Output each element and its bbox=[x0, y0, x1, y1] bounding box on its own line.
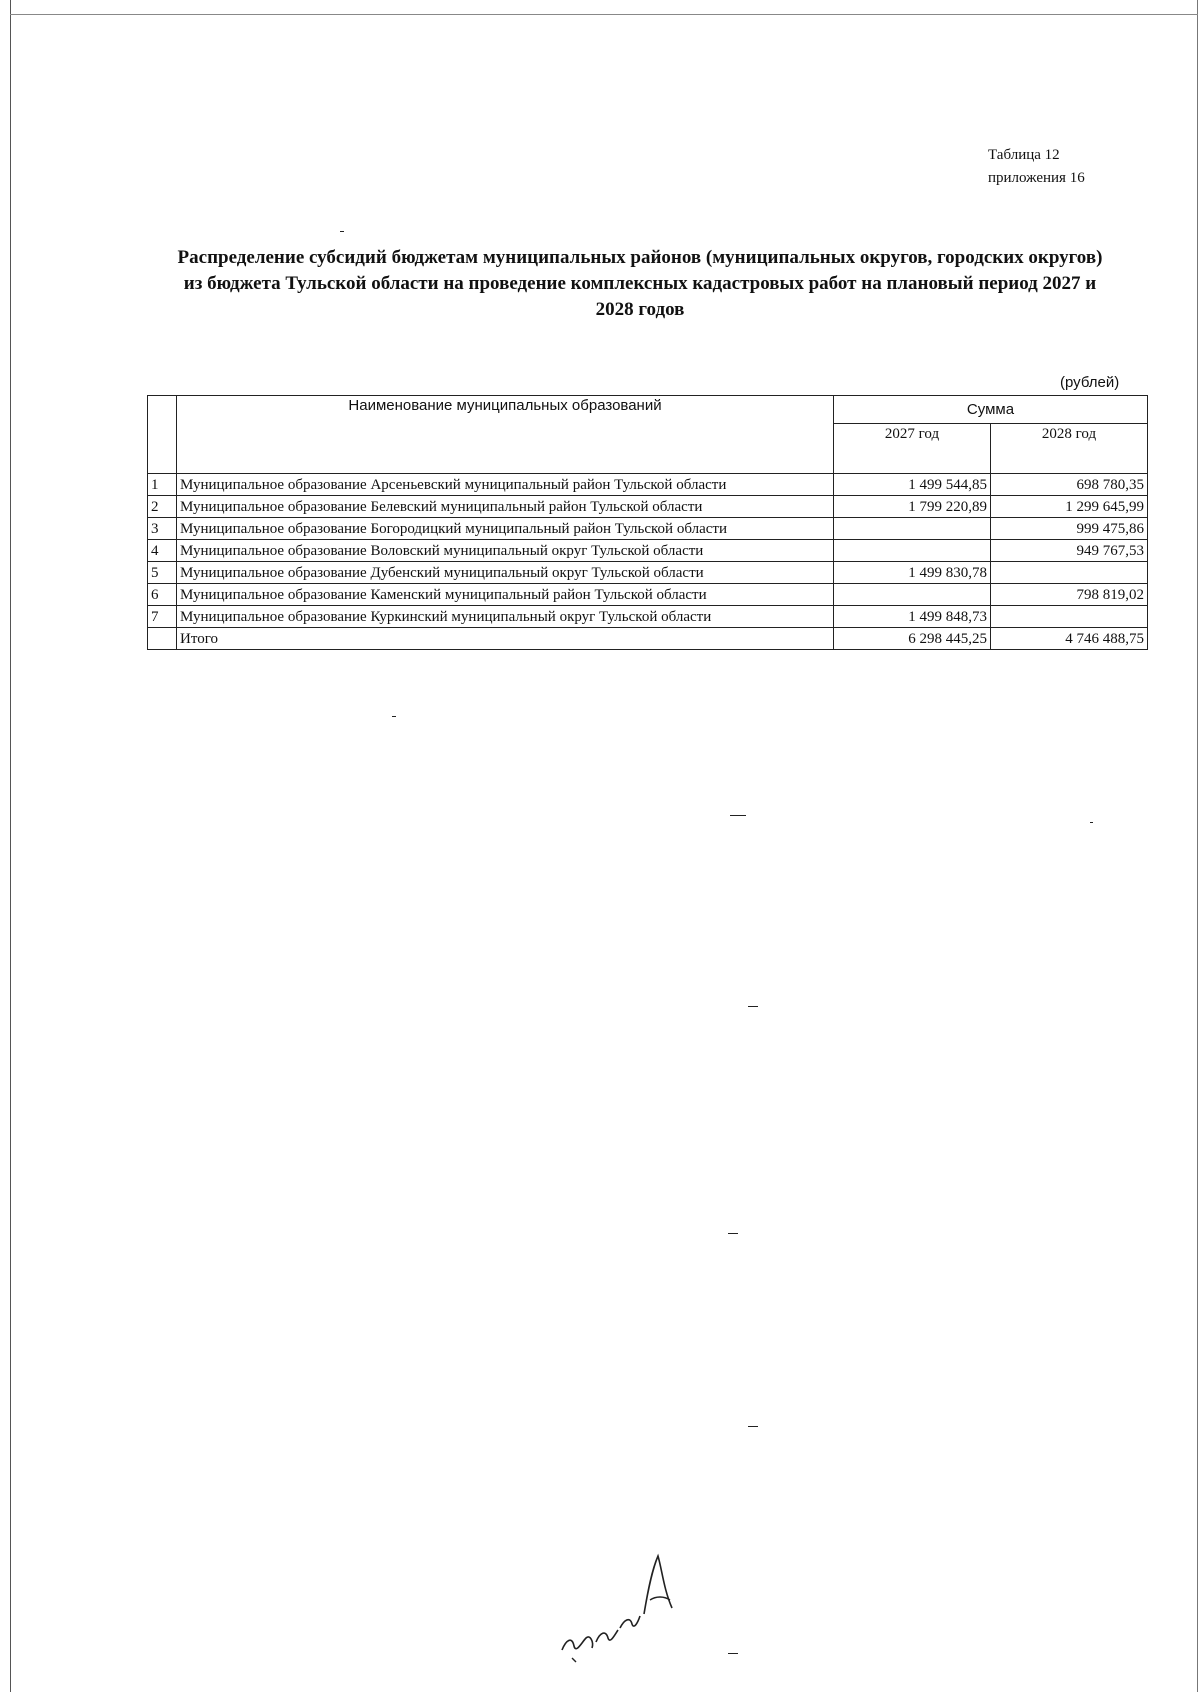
page-border-top bbox=[10, 14, 1198, 15]
row-amount-2027 bbox=[834, 540, 991, 562]
header-year-2027: 2027 год bbox=[834, 424, 991, 474]
unit-note: (рублей) bbox=[1060, 374, 1120, 391]
row-amount-2027 bbox=[834, 518, 991, 540]
subsidy-table bbox=[147, 395, 1148, 650]
scan-mark bbox=[728, 1233, 738, 1234]
row-amount-2028: 1 299 645,99 bbox=[991, 496, 1148, 518]
row-amount-2027: 1 799 220,89 bbox=[834, 496, 991, 518]
header-year-2028: 2028 год bbox=[991, 424, 1148, 474]
row-municipality: Муниципальное образование Белевский муниципальный район Тульской области bbox=[177, 496, 834, 518]
row-amount-2027 bbox=[834, 584, 991, 606]
row-number: 6 bbox=[148, 584, 177, 606]
row-municipality: Муниципальное образование Богородицкий муниципальный район Тульской области bbox=[177, 518, 834, 540]
row-amount-2028: 999 475,86 bbox=[991, 518, 1148, 540]
table-row bbox=[148, 474, 1148, 496]
scan-mark bbox=[748, 1426, 758, 1427]
table-row bbox=[148, 606, 1148, 628]
row-municipality: Муниципальное образование Арсеньевский муниципальный район Тульской области bbox=[177, 474, 834, 496]
header-name-cell: Наименование муниципальных образований bbox=[177, 396, 834, 474]
row-number: 4 bbox=[148, 540, 177, 562]
total-row bbox=[148, 628, 1148, 650]
row-number: 1 bbox=[148, 474, 177, 496]
row-municipality: Муниципальное образование Дубенский муниципальный округ Тульской области bbox=[177, 562, 834, 584]
scan-mark bbox=[392, 716, 396, 717]
scan-mark bbox=[728, 1653, 738, 1654]
scan-mark bbox=[340, 231, 344, 232]
total-amount-2027: 6 298 445,25 bbox=[834, 628, 991, 650]
title-line-2: из бюджета Тульской области на проведение комплексных кадастровых работ на плановый период 2027 и bbox=[183, 273, 1097, 294]
row-municipality: Муниципальное образование Воловский муниципальный округ Тульской области bbox=[177, 540, 834, 562]
table-row bbox=[148, 584, 1148, 606]
row-amount-2027: 1 499 544,85 bbox=[834, 474, 991, 496]
scan-mark bbox=[730, 815, 746, 816]
row-municipality: Муниципальное образование Куркинский муниципальный округ Тульской области bbox=[177, 606, 834, 628]
row-number: 2 bbox=[148, 496, 177, 518]
row-amount-2027: 1 499 830,78 bbox=[834, 562, 991, 584]
row-amount-2028 bbox=[991, 606, 1148, 628]
title-line-1: Распределение субсидий бюджетам муниципальных районов (муниципальных округов, городских округов) bbox=[177, 247, 1103, 268]
page-border-left bbox=[10, 0, 11, 1692]
total-amount-2028: 4 746 488,75 bbox=[991, 628, 1148, 650]
header-number-cell bbox=[148, 396, 177, 474]
table-row bbox=[148, 562, 1148, 584]
page-border-right bbox=[1197, 0, 1198, 1692]
row-number: 3 bbox=[148, 518, 177, 540]
row-number: 5 bbox=[148, 562, 177, 584]
row-municipality: Муниципальное образование Каменский муниципальный район Тульской области bbox=[177, 584, 834, 606]
corner-note-appendix: приложения 16 bbox=[988, 170, 1085, 186]
corner-note bbox=[988, 144, 1085, 190]
row-amount-2028: 698 780,35 bbox=[991, 474, 1148, 496]
scan-mark bbox=[748, 1006, 758, 1007]
total-label: Итого bbox=[177, 628, 834, 650]
table-row bbox=[148, 540, 1148, 562]
row-amount-2027: 1 499 848,73 bbox=[834, 606, 991, 628]
corner-note-table-number: Таблица 12 bbox=[988, 147, 1060, 163]
handwritten-signature bbox=[552, 1550, 692, 1670]
scan-mark bbox=[1090, 822, 1093, 823]
table-row bbox=[148, 518, 1148, 540]
row-amount-2028 bbox=[991, 562, 1148, 584]
header-sum-cell: Сумма bbox=[834, 396, 1148, 424]
row-amount-2028: 949 767,53 bbox=[991, 540, 1148, 562]
row-number: 7 bbox=[148, 606, 177, 628]
document-title bbox=[150, 245, 1130, 323]
row-amount-2028: 798 819,02 bbox=[991, 584, 1148, 606]
title-line-3: 2028 годов bbox=[595, 299, 685, 320]
total-number-cell bbox=[148, 628, 177, 650]
table-row bbox=[148, 496, 1148, 518]
